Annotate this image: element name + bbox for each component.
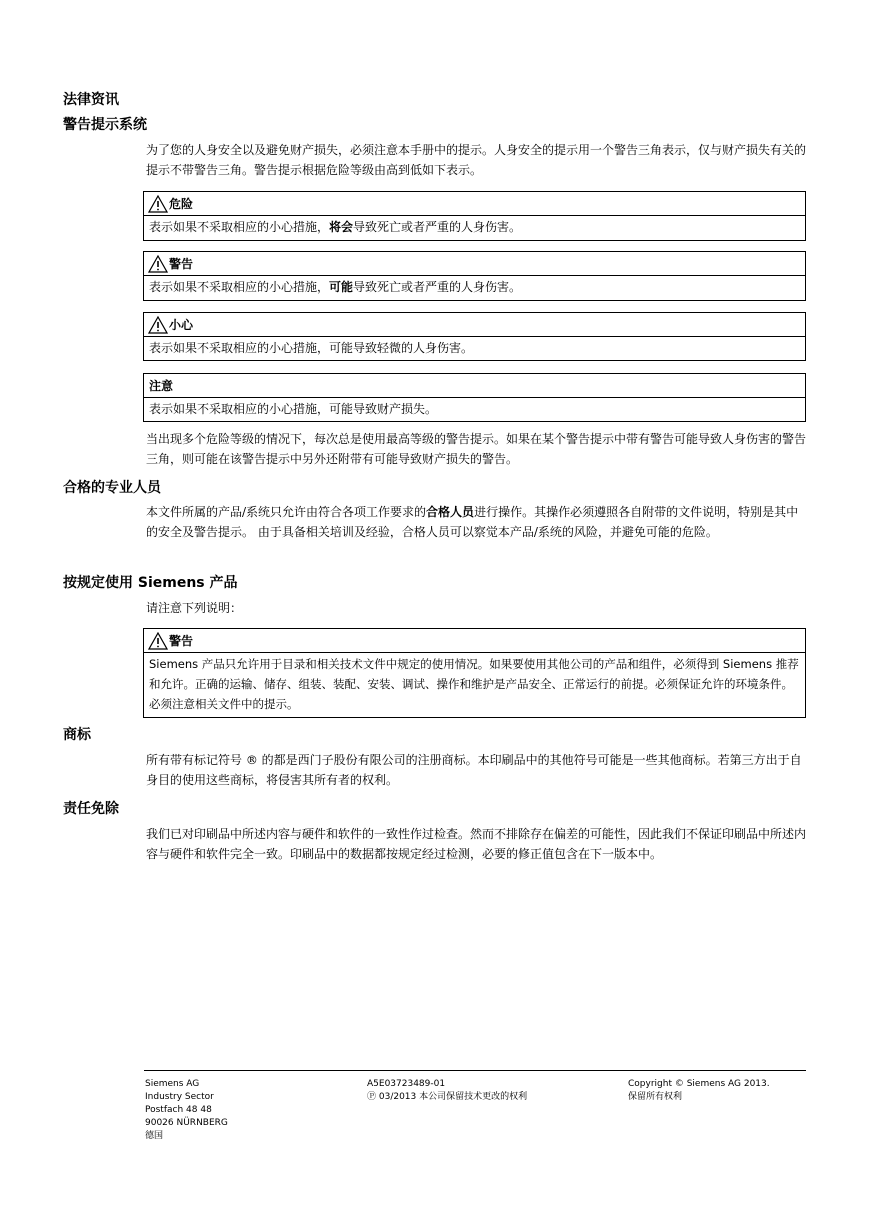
page-title: 法律资讯	[63, 92, 119, 108]
warning-triangle-icon	[148, 632, 168, 650]
intro-paragraph: 为了您的人身安全以及避免财产损失，必须注意本手册中的提示。人身安全的提示用一个警告三角表示，仅与财产损失有关的提示不带警告三角。警告提示根据危险等级由高到低如下表示。	[146, 143, 807, 177]
use-warning-text: Siemens 产品只允许用于目录和相关技术文件中规定的使用情况。如果要使用其他公司的产品和组件，必须得到 Siemens 推荐和允许。正确的运输、储存、组装、装配、安装、调试、操作和维护是产品安全、正常运行的前提。必须保证允许的环境条件。必须注意相关文件中的提示。	[149, 657, 799, 711]
qualified-paragraph: 本文件所属的产品/系统只允许由符合各项工作要求的合格人员进行操作。其操作必须遵照各自附带的文件说明，特别是其中的安全及警告提示。 由于具备相关培训及经验，合格人员可以察觉本产品/系统的风险，并避免可能的危险。	[146, 505, 799, 539]
disclaimer-heading: 责任免除	[63, 801, 119, 817]
warning-title: 警告	[169, 257, 194, 271]
footer-copyright: Copyright © Siemens AG 2013. 保留所有权利	[628, 1079, 770, 1102]
danger-text: 表示如果不采取相应的小心措施，将会导致死亡或者严重的人身伤害。	[149, 220, 522, 234]
trademarks-paragraph: 所有带有标记符号 ® 的都是西门子股份有限公司的注册商标。本印刷品中的其他符号可能是一些其他商标。若第三方出于自身目的使用这些商标，将侵害其所有者的权利。	[146, 753, 802, 787]
warning-triangle-icon	[148, 195, 168, 213]
disclaimer-paragraph: 我们已对印刷品中所述内容与硬件和软件的一致性作过检查。然而不排除存在偏差的可能性，因此我们不保证印刷品中所述内容与硬件和软件完全一致。印刷品中的数据都按规定经过检测，必要的修正值包含在下一版本中。	[146, 827, 807, 861]
caution-box	[143, 312, 806, 361]
warning-system-heading: 警告提示系统	[63, 117, 147, 133]
warning-text: 表示如果不采取相应的小心措施，可能导致死亡或者严重的人身伤害。	[149, 280, 522, 294]
caution-title: 小心	[169, 318, 194, 332]
danger-header	[144, 192, 805, 216]
warning-box	[143, 251, 806, 301]
trademarks-heading: 商标	[63, 727, 91, 743]
footer-address: Siemens AG Industry Sector Postfach 48 48 90026 NÜRNBERG 德国	[145, 1079, 228, 1141]
proper-use-heading: 按规定使用 Siemens 产品	[63, 575, 238, 591]
qualified-heading: 合格的专业人员	[63, 480, 161, 496]
notice-text: 表示如果不采取相应的小心措施，可能导致财产损失。	[149, 402, 438, 416]
footer-document-number: A5E03723489-01 Ⓟ 03/2013 本公司保留技术更改的权利	[367, 1079, 528, 1102]
danger-title: 危险	[169, 197, 194, 211]
use-warning-title: 警告	[169, 634, 194, 648]
use-warning-header	[144, 629, 805, 653]
use-warning-box	[143, 628, 806, 718]
notice-title: 注意	[149, 379, 174, 393]
caution-header	[144, 313, 805, 337]
notice-box	[143, 373, 806, 422]
footer-rule	[144, 1070, 806, 1071]
warning-triangle-icon	[148, 255, 168, 273]
proper-use-paragraph: 请注意下列说明：	[146, 601, 243, 615]
warning-triangle-icon	[148, 316, 168, 334]
notice-header	[144, 374, 805, 398]
caution-text: 表示如果不采取相应的小心措施，可能导致轻微的人身伤害。	[149, 341, 474, 355]
danger-box	[143, 191, 806, 241]
multi-level-paragraph: 当出现多个危险等级的情况下，每次总是使用最高等级的警告提示。如果在某个警告提示中带有警告可能导致人身伤害的警告三角，则可能在该警告提示中另外还附带有可能导致财产损失的警告。	[146, 432, 807, 466]
warning-header	[144, 252, 805, 276]
